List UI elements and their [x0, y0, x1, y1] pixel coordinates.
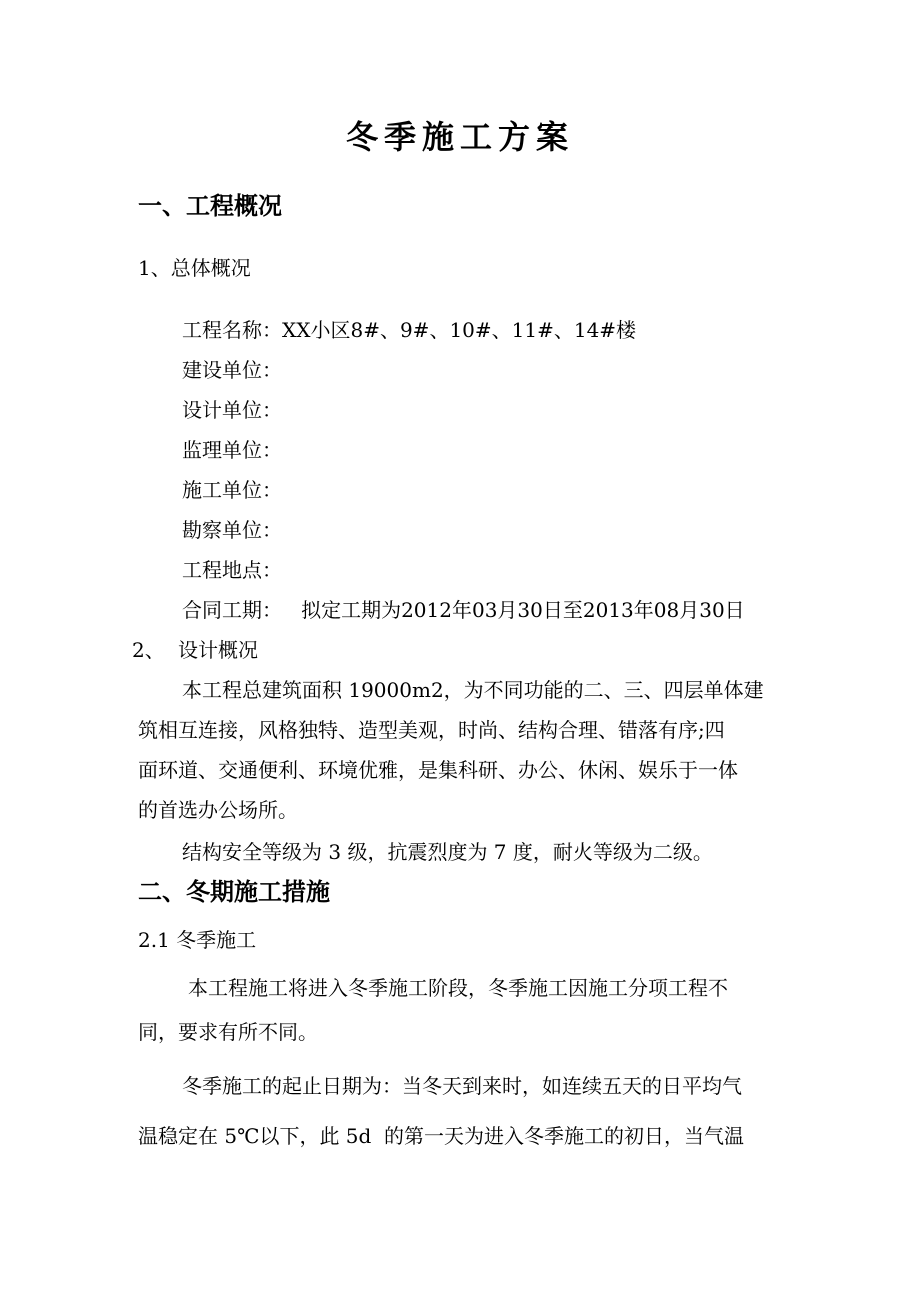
subsection-number-1-2: 2、 [132, 638, 165, 662]
section-heading-1: 一、工程概况 [138, 191, 282, 220]
surveyor-line: 勘察单位： [182, 518, 282, 542]
project-name-line: 工程名称：XX小区8#、9#、10#、11#、14#楼 [182, 318, 637, 342]
contractor-line: 施工单位： [182, 478, 282, 502]
dates-paragraph-line: 温稳定在 5℃以下，此 5d 的第一天为进入冬季施工的初日，当气温 [138, 1124, 745, 1148]
dates-paragraph-line: 冬季施工的起止日期为：当冬天到来时，如连续五天的日平均气 [182, 1074, 742, 1098]
subsection-heading-2-1: 2.1 冬季施工 [138, 928, 257, 952]
builder-line: 建设单位： [182, 358, 282, 382]
design-paragraph-line: 面环道、交通便利、环境优雅，是集科研、办公、休闲、娱乐于一体 [138, 758, 738, 782]
contract-period-line: 合同工期： 拟定工期为2012年03月30日至2013年08月30日 [182, 598, 745, 622]
winter-paragraph-line: 同，要求有所不同。 [138, 1020, 318, 1044]
design-paragraph-line: 的首选办公场所。 [138, 798, 298, 822]
winter-paragraph-line: 本工程施工将进入冬季施工阶段，冬季施工因施工分项工程不 [188, 976, 728, 1000]
design-paragraph-line: 筑相互连接，风格独特、造型美观，时尚、结构合理、错落有序;四 [138, 718, 725, 742]
section-heading-2: 二、冬期施工措施 [138, 877, 330, 906]
design-paragraph-line: 本工程总建筑面积 19000m2，为不同功能的二、三、四层单体建 [182, 678, 764, 702]
supervisor-line: 监理单位： [182, 438, 282, 462]
location-line: 工程地点： [182, 558, 282, 582]
designer-line: 设计单位： [182, 398, 282, 422]
subsection-heading-1-2: 设计概况 [178, 638, 258, 662]
subsection-heading-1-1: 1、总体概况 [138, 256, 251, 280]
document-title: 冬季施工方案 [345, 118, 574, 156]
safety-paragraph: 结构安全等级为 3 级，抗震烈度为 7 度，耐火等级为二级。 [182, 840, 713, 864]
